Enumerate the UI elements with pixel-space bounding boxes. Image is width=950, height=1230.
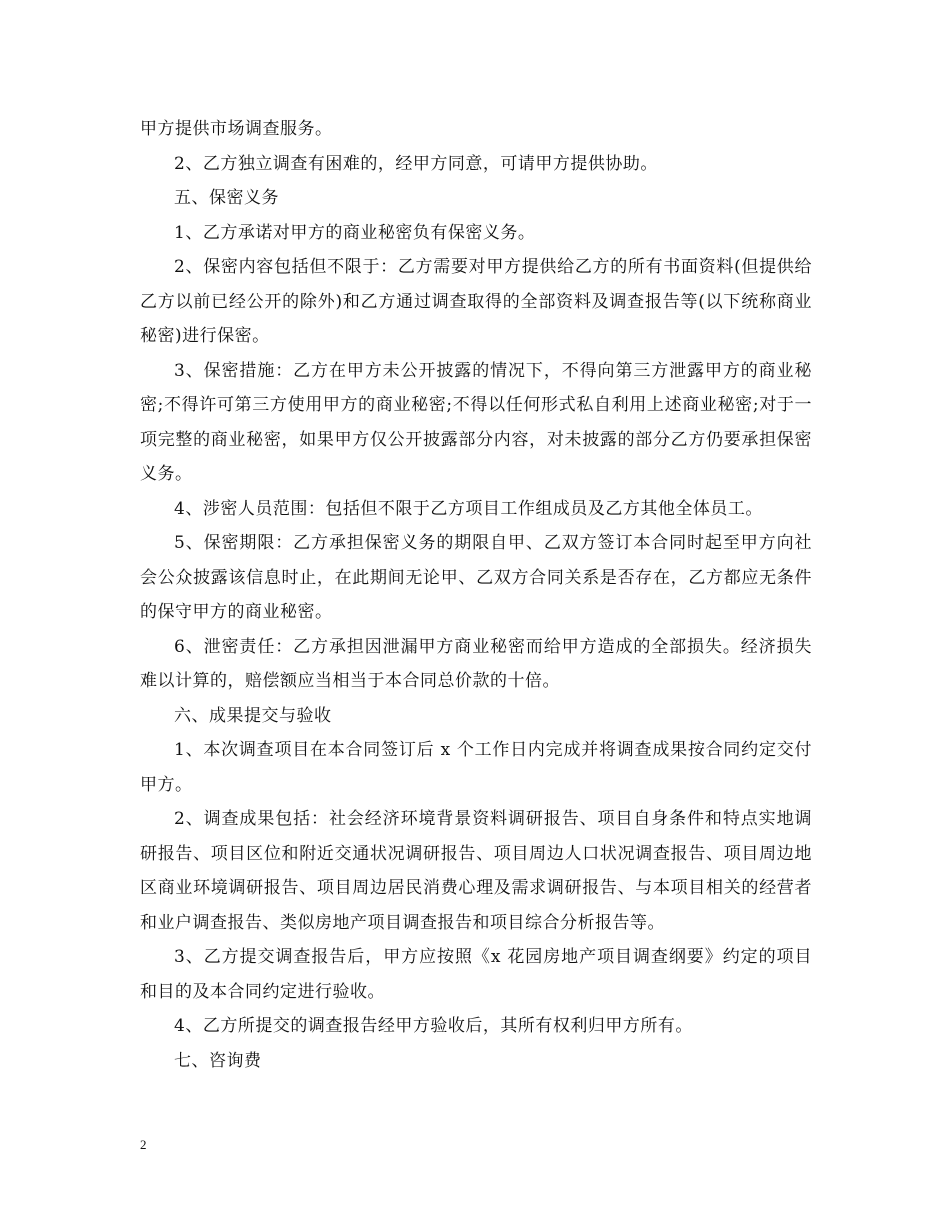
paragraph: 4、乙方所提交的调查报告经甲方验收后，其所有权利归甲方所有。 — [174, 1016, 693, 1036]
paragraph: 1、本次调查项目在本合同签订后 x 个工作日内完成并将调查成果按合同约定交付甲方。 — [140, 740, 812, 795]
section-heading: 七、咨询费 — [174, 1050, 262, 1071]
paragraph: 2、调查成果包括：社会经济环境背景资料调研报告、项目自身条件和特点实地调研报告、项目区位和附近交通状况调研报告、项目周边人口状况调查报告、项目周边地区商业环境调研报告、项目周边居民消费心理及需求调研报告、与本项目相关的经营者和业户调查报告、类似房地产项目调查报告和项目综合分析报告等。 — [140, 809, 812, 933]
paragraph: 1、乙方承诺对甲方的商业秘密负有保密义务。 — [174, 222, 536, 243]
paragraph: 5、保密期限：乙方承担保密义务的期限自甲、乙双方签订本合同时起至甲方向社会公众披露该信息时止，在此期间无论甲、乙双方合同关系是否存在，乙方都应无条件的保守甲方的商业秘密。 — [140, 533, 812, 622]
paragraph: 3、保密措施：乙方在甲方未公开披露的情况下，不得向第三方泄露甲方的商业秘密;不得许可第三方使用甲方的商业秘密;不得以任何形式私自利用上述商业秘密;对于一项完整的商业秘密，如果甲方仅公开披露部分内容，对未披露的部分乙方仍要承担保密义务。 — [140, 360, 812, 484]
paragraph: 2、保密内容包括但不限于：乙方需要对甲方提供给乙方的所有书面资料(但提供给乙方以前已经公开的除外)和乙方通过调查取得的全部资料及调查报告等(以下统称商业秘密)进行保密。 — [140, 257, 812, 346]
paragraph: 6、泄密责任：乙方承担因泄漏甲方商业秘密而给甲方造成的全部损失。经济损失难以计算的，赔偿额应当相当于本合同总价款的十倍。 — [140, 636, 812, 691]
page-number: 2 — [140, 1137, 147, 1152]
paragraph: 3、乙方提交调查报告后，甲方应按照《x 花园房地产项目调查纲要》约定的项目和目的及本合同约定进行验收。 — [140, 947, 812, 1002]
paragraph: 4、涉密人员范围：包括但不限于乙方项目工作组成员及乙方其他全体员工。 — [174, 498, 763, 519]
document-body — [140, 112, 812, 1078]
section-heading: 五、保密义务 — [174, 188, 279, 208]
paragraph: 甲方提供市场调查服务。 — [140, 119, 333, 139]
section-heading: 六、成果提交与验收 — [174, 705, 332, 726]
paragraph: 2、乙方独立调查有困难的，经甲方同意，可请甲方提供协助。 — [174, 153, 658, 174]
